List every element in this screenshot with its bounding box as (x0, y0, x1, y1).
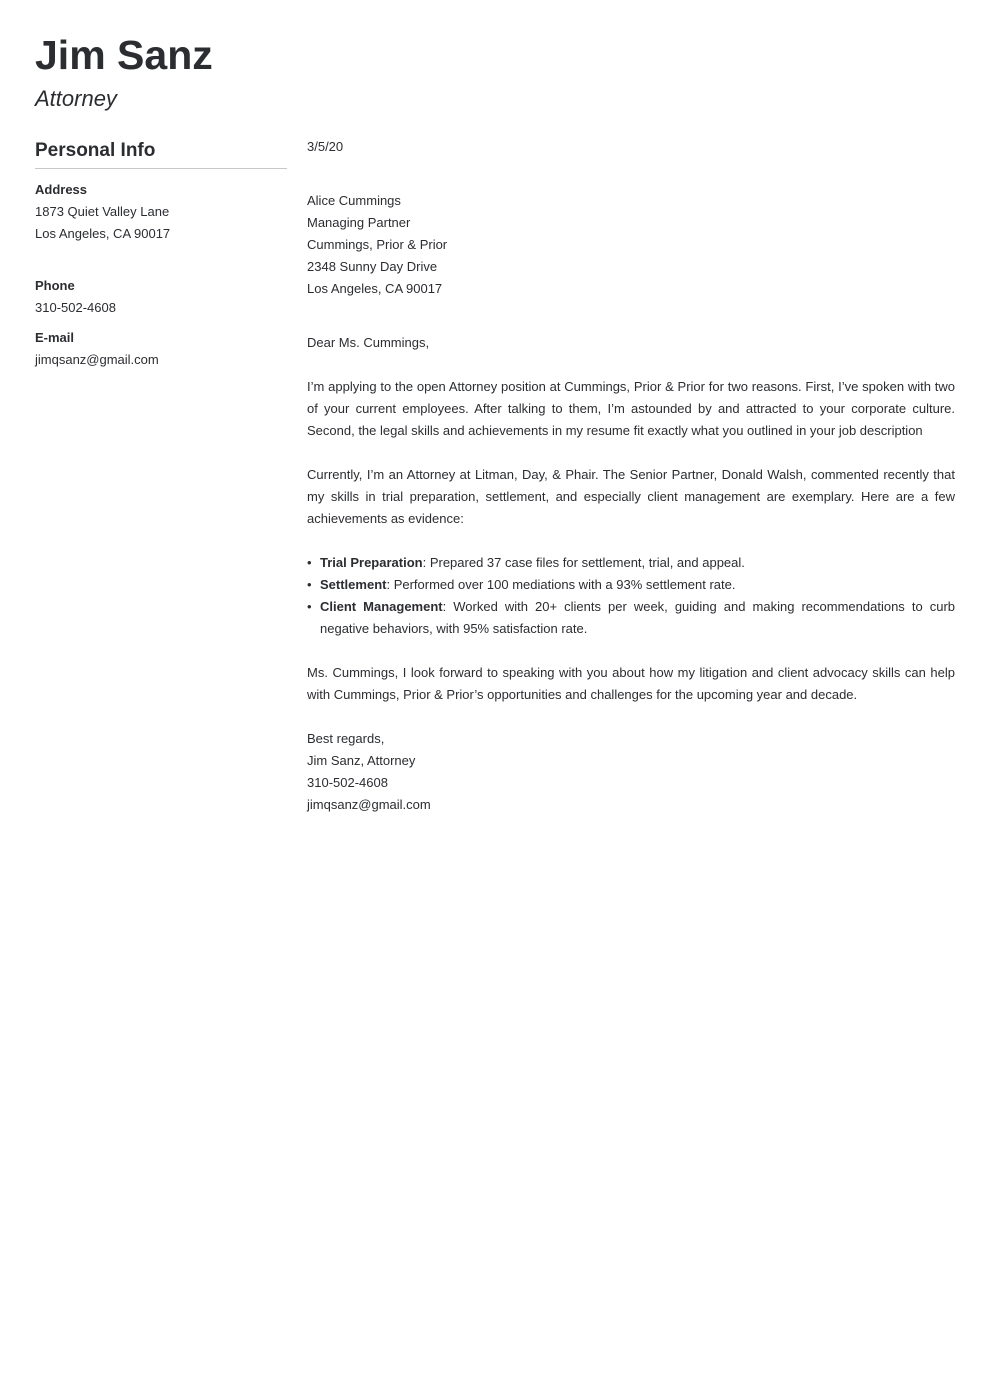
list-item (307, 574, 955, 596)
personal-info-heading: Personal Info (35, 138, 287, 169)
list-item (307, 596, 955, 640)
salutation: Dear Ms. Cummings, (307, 335, 430, 350)
signature-email: jimqsanz@gmail.com (307, 797, 431, 812)
letter-body (307, 136, 955, 816)
email-value: jimqsanz@gmail.com (35, 352, 159, 367)
bullet-text: : Worked with 20+ clients per week, guiding and making recommendations to curb negative behaviors, with 95% satisfaction rate. (320, 599, 956, 636)
recipient-name: Alice Cummings (307, 193, 401, 208)
list-item (307, 552, 955, 574)
phone-block (35, 275, 287, 319)
phone-label: Phone (35, 278, 75, 293)
signature-phone: 310-502-4608 (307, 775, 388, 790)
personal-info-sidebar (35, 138, 287, 371)
recipient-street: 2348 Sunny Day Drive (307, 259, 438, 274)
applicant-job-title: Attorney (35, 86, 117, 111)
header (35, 30, 213, 113)
bullet-text: : Prepared 37 case files for settlement, trial, and appeal. (422, 555, 745, 570)
address-label: Address (35, 182, 88, 197)
applicant-name: Jim Sanz (35, 32, 213, 78)
paragraph-current-role: Currently, I’m an Attorney at Litman, Day, & Phair. The Senior Partner, Donald Walsh, commented recently that my skills in trial preparation, settlement, and especially client management are exemplary. Here are a few achievements as evidence: (307, 467, 955, 526)
bullet-marker: • (307, 577, 312, 592)
address-line-1: 1873 Quiet Valley Lane (35, 204, 170, 219)
recipient-city: Los Angeles, CA 90017 (307, 281, 443, 296)
bullet-title: Settlement (320, 577, 387, 592)
letter-date: 3/5/20 (307, 139, 344, 154)
address-line-2: Los Angeles, CA 90017 (35, 226, 171, 241)
bullet-text: : Performed over 100 mediations with a 93% settlement rate. (386, 577, 736, 592)
phone-value: 310-502-4608 (35, 300, 116, 315)
paragraph-closing-remarks: Ms. Cummings, I look forward to speaking with you about how my litigation and client advocacy skills can help with Cummings, Prior & Prior’s opportunities and challenges for the upcoming year and decade. (307, 665, 955, 702)
recipient-title: Managing Partner (307, 215, 411, 230)
bullet-marker: • (307, 555, 312, 570)
achievements-list (307, 552, 955, 640)
signature-name: Jim Sanz, Attorney (307, 753, 416, 768)
email-label: E-mail (35, 330, 75, 345)
recipient-block (307, 190, 955, 300)
sign-off: Best regards, (307, 731, 385, 746)
signature-block (307, 728, 955, 816)
bullet-marker: • (307, 599, 312, 614)
recipient-company: Cummings, Prior & Prior (307, 237, 448, 252)
address-block (35, 179, 287, 245)
bullet-title: Trial Preparation (320, 555, 423, 570)
bullet-title: Client Management (320, 599, 443, 614)
paragraph-intro: I’m applying to the open Attorney position at Cummings, Prior & Prior for two reasons. First, I’ve spoken with two of your current employees. After talking to them, I’m astounded by and attracted to your corporate culture. Second, the legal skills and achievements in my resume fit exactly what you outlined in your job description (307, 379, 955, 438)
email-block (35, 327, 287, 371)
